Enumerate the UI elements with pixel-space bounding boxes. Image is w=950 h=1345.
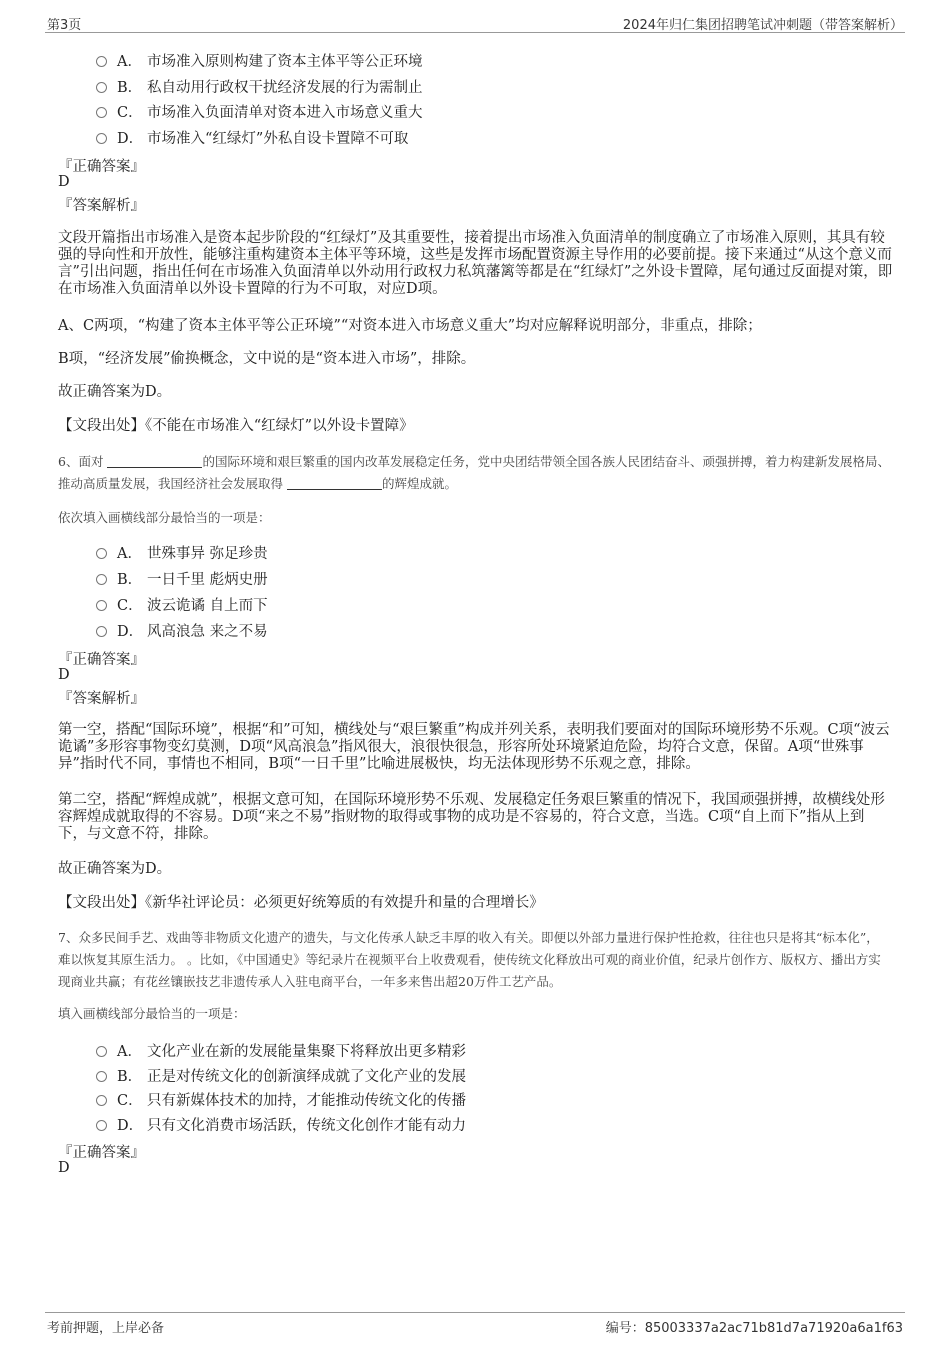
q5-analysis-paragraph: 故正确答案为D。 xyxy=(58,384,172,400)
radio-icon[interactable] xyxy=(96,626,107,637)
page-footer xyxy=(45,1312,905,1335)
radio-icon[interactable] xyxy=(96,56,107,67)
q5-answer: D xyxy=(58,174,70,190)
q6-option-a[interactable]: A． 世殊事异 弥足珍贵 xyxy=(96,542,268,563)
radio-icon[interactable] xyxy=(96,574,107,585)
fill-blank xyxy=(287,477,382,490)
q5-option-b[interactable]: B． 私自动用行政权干扰经济发展的行为需制止 xyxy=(96,76,423,97)
radio-icon[interactable] xyxy=(96,133,107,144)
radio-icon[interactable] xyxy=(96,107,107,118)
q7-option-a[interactable]: A． 文化产业在新的发展能量集聚下将释放出更多精彩 xyxy=(96,1040,466,1061)
q7-prompt: 填入画横线部分最恰当的一项是： xyxy=(58,1006,246,1021)
q6-source: 【文段出处】《新华社评论员：必须更好统筹质的有效提升和量的合理增长》 xyxy=(58,895,544,911)
radio-icon[interactable] xyxy=(96,1120,107,1131)
q6-prompt: 依次填入画横线部分最恰当的一项是： xyxy=(58,510,271,525)
serial-number: 编号：85003337a2ac71b81d7a71920a6a1f63 xyxy=(605,1321,903,1336)
q5-source: 【文段出处】《不能在市场准入“红绿灯”以外设卡置障》 xyxy=(58,418,414,434)
q6-analysis-paragraph: 第二空，搭配“辉煌成就”，根据文意可知，在国际环境形势不乐观、发展稳定任务艰巨繁重的情况下，我国顽强拼搏，故横线处形容辉煌成就取得的不容易。D项“来之不易”指财物的取得或事物的成功是不容易的，符合文意，当选。C项“自上而下”指从上到下，与文意不符，排除。 xyxy=(58,792,885,842)
footer-slogan: 考前押题，上岸必备 xyxy=(47,1321,165,1336)
radio-icon[interactable] xyxy=(96,82,107,93)
q5-option-c[interactable]: C． 市场准入负面清单对资本进入市场意义重大 xyxy=(96,101,423,122)
q5-analysis-paragraph: A、C两项，“构建了资本主体平等公正环境”“对资本进入市场意义重大”均对应解释说明部分，非重点，排除； xyxy=(58,318,762,334)
radio-icon[interactable] xyxy=(96,1046,107,1057)
q7-stem: 7、众多民间手艺、戏曲等非物质文化遗产的遗失，与文化传承人缺乏丰厚的收入有关。即便以外部力量进行保护性抢救，往往也只是将其“标本化”，难以恢复其原生活力。 。比如，《中国通史》等纪录片在视频平台上收费观看，使传统文化释放出可观的商业价值，纪录片创作方、版权方、播出方实现商业共赢；有花丝镶嵌技艺非遗传承人入驻电商平台，一年多来售出超20万件工艺产品。 xyxy=(58,930,881,989)
q7-answer-label: 『正确答案』 xyxy=(58,1145,145,1161)
q6-option-c[interactable]: C． 波云诡谲 自上而下 xyxy=(96,594,268,615)
q6-analysis-paragraph: 第一空，搭配“国际环境”，根据“和”可知，横线处与“艰巨繁重”构成并列关系，表明我们要面对的国际环境形势不乐观。C项“波云诡谲”多形容事物变幻莫测，D项“风高浪急”指风很大，浪很快很急，形容所处环境紧迫危险，均符合文意，保留。A项“世殊事异”指时代不同，事情也不相同，B项“一日千里”比喻进展极快，均无法体现形势不乐观之意，排除。 xyxy=(58,722,890,772)
q6-analysis-paragraph: 故正确答案为D。 xyxy=(58,861,172,877)
document-title: 2024年归仁集团招聘笔试冲刺题（带答案解析） xyxy=(622,18,903,33)
radio-icon[interactable] xyxy=(96,600,107,611)
q6-analysis-label: 『答案解析』 xyxy=(58,691,145,707)
page-number: 第3页 xyxy=(47,18,82,33)
q5-analysis-label: 『答案解析』 xyxy=(58,198,145,214)
page-header xyxy=(45,12,905,33)
q6-stem: 6、面对 的国际环境和艰巨繁重的国内改革发展稳定任务，党中央团结带领全国各族人民团结奋斗、顽强拼搏，着力构建新发展格局、推动高质量发展，我国经济社会发展取得 的辉煌成就。 xyxy=(58,454,890,491)
q7-option-d[interactable]: D． 只有文化消费市场活跃，传统文化创作才能有动力 xyxy=(96,1114,466,1135)
q5-option-a[interactable]: A． 市场准入原则构建了资本主体平等公正环境 xyxy=(96,50,423,71)
q5-answer-label: 『正确答案』 xyxy=(58,159,145,175)
q6-answer: D xyxy=(58,667,70,683)
q5-analysis-paragraph: B项，“经济发展”偷换概念，文中说的是“资本进入市场”，排除。 xyxy=(58,351,476,367)
fill-blank xyxy=(107,455,202,468)
q7-answer: D xyxy=(58,1160,70,1176)
q5-analysis-paragraph: 文段开篇指出市场准入是资本起步阶段的“红绿灯”及其重要性，接着提出市场准入负面清单的制度确立了市场准入原则，其具有较强的导向性和开放性，能够注重构建资本主体平等环境，这些是发挥市场配置资源主导作用的必要前提。接下来通过“从这个意义而言”引出问题，指出任何在市场准入负面清单以外动用行政权力私筑藩篱等都是在“红绿灯”之外设卡置障，尾句通过反面提对策，即在市场准入负面清单以外设卡置障的行为不可取，对应D项。 xyxy=(58,230,893,297)
q7-option-b[interactable]: B． 正是对传统文化的创新演绎成就了文化产业的发展 xyxy=(96,1065,466,1086)
radio-icon[interactable] xyxy=(96,548,107,559)
radio-icon[interactable] xyxy=(96,1095,107,1106)
q5-option-d[interactable]: D． 市场准入“红绿灯”外私自设卡置障不可取 xyxy=(96,127,408,148)
q6-answer-label: 『正确答案』 xyxy=(58,652,145,668)
q7-option-c[interactable]: C． 只有新媒体技术的加持，才能推动传统文化的传播 xyxy=(96,1089,466,1110)
q6-option-b[interactable]: B． 一日千里 彪炳史册 xyxy=(96,568,268,589)
radio-icon[interactable] xyxy=(96,1071,107,1082)
q6-option-d[interactable]: D． 风高浪急 来之不易 xyxy=(96,620,268,641)
